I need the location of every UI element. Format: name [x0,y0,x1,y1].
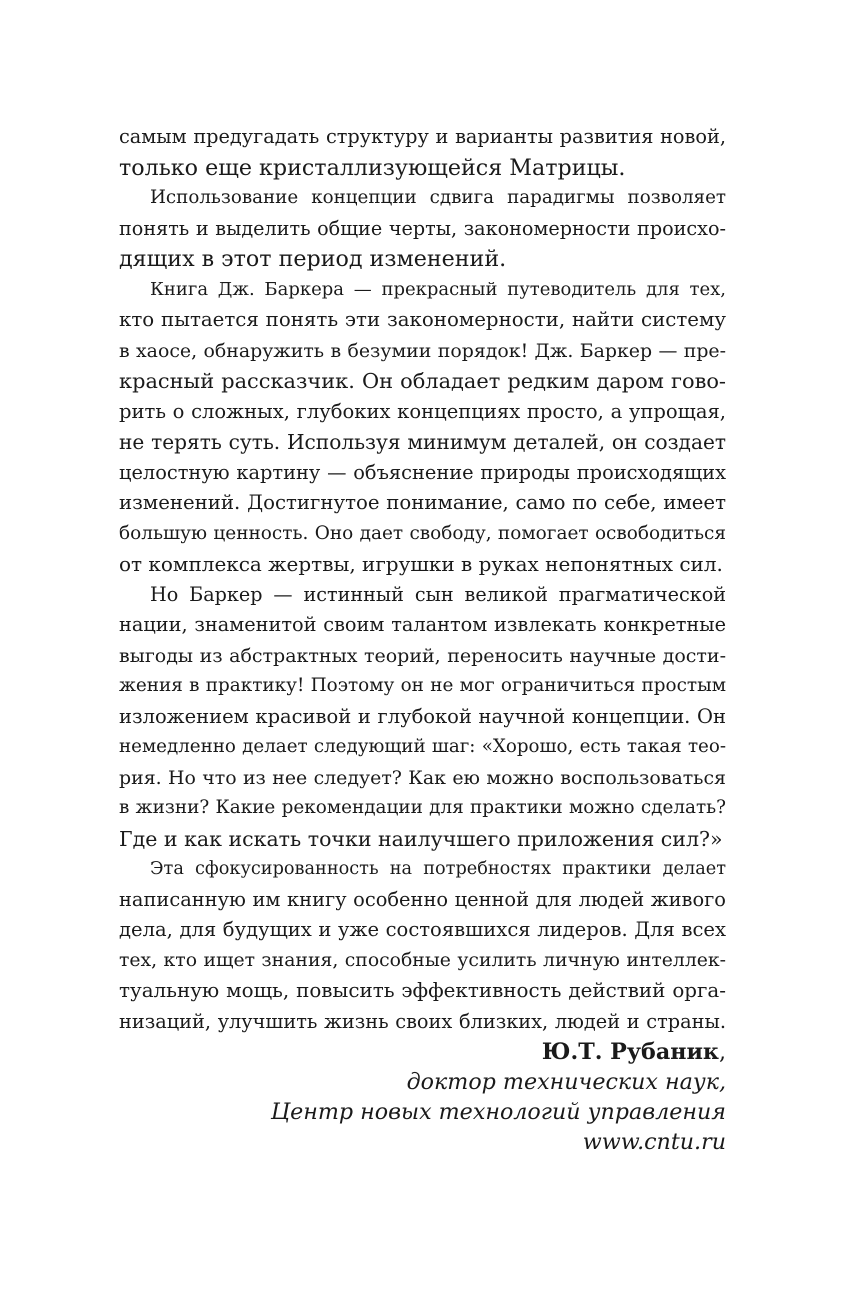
author-organization: Центр новых технологий управления [270,1099,726,1125]
text-line: от комплекса жертвы, игрушки в руках непонятных сил. [119,552,723,576]
text-line: в жизни? Какие рекомендации для практики можно сделать? [119,797,726,818]
text-line: немедленно делает следующий шаг: «Хорошо, есть такая тео- [119,736,726,757]
author-website: www.cntu.ru [582,1129,726,1155]
paragraph-3 [119,275,726,580]
text-line: целостную картину — объяснение природы происходящих [119,460,726,484]
signature-block [271,1037,726,1157]
text-line: Где и как искать точки наилучшего приложения сил?» [119,826,723,851]
text-line: туальную мощь, повысить эффективность действий орга- [119,979,726,1002]
paragraph-1 [119,122,726,183]
paragraph-2 [119,183,726,275]
text-line: изложением красивой и глубокой научной концепции. Он [119,704,726,728]
text-line: рия. Но что из нее следует? Как ею можно воспользоваться [119,766,726,789]
text-line: не терять суть. Используя минимум деталей, он создает [119,430,726,454]
text-line: изменений. Достигнутое понимание, само по себе, имеет [119,491,726,514]
author-line [271,1037,726,1067]
text-line: понять и выделить общие черты, закономерности происхо- [119,216,726,240]
text-line: жения в практику! Поэтому он не мог ограничиться простым [119,675,726,696]
text-line: Эта сфокусированность на потребностях практики делает [150,859,726,879]
text-line: только еще кристаллизующейся Матрицы. [119,154,626,181]
text-line: большую ценность. Оно дает свободу, помогает освободиться [119,522,726,544]
author-comma: , [718,1039,726,1065]
text-line: рить о сложных, глубоких концепциях просто, а упрощая, [119,399,726,423]
text-line: Книга Дж. Баркера — прекрасный путеводитель для тех, [150,278,726,300]
text-line: Использование концепции сдвига парадигмы позволяет [150,187,726,208]
text-line: Но Баркер — истинный сын великой прагматической [150,582,726,606]
body-text [119,122,726,1037]
text-line: в хаосе, обнаружить в безумии порядок! Дж. Баркер — пре- [119,339,726,362]
text-line: дящих в этот период изменений. [119,246,507,272]
author-title: доктор технических наук, [406,1069,726,1095]
paragraph-5 [119,854,726,1037]
paragraph-4 [119,580,726,855]
text-line: низаций, улучшить жизнь своих близких, людей и страны. [119,1009,726,1033]
text-line: нации, знаменитой своим талантом извлекать конкретные [119,613,726,636]
text-line: написанную им книгу особенно ценной для людей живого [119,887,726,911]
text-line: дела, для будущих и уже состоявшихся лидеров. Для всех [119,918,726,941]
text-line: кто пытается понять эти закономерности, найти систему [119,308,726,331]
text-line: красный рассказчик. Он обладает редким даром гово- [119,369,726,393]
text-line: выгоды из абстрактных теорий, переносить научные дости- [119,644,726,667]
author-name: Ю.Т. Рубаник [541,1039,719,1065]
text-line: тех, кто ищет знания, способные усилить личную интеллек- [119,949,726,971]
text-line: самым предугадать структуру и варианты развития новой, [119,125,726,148]
